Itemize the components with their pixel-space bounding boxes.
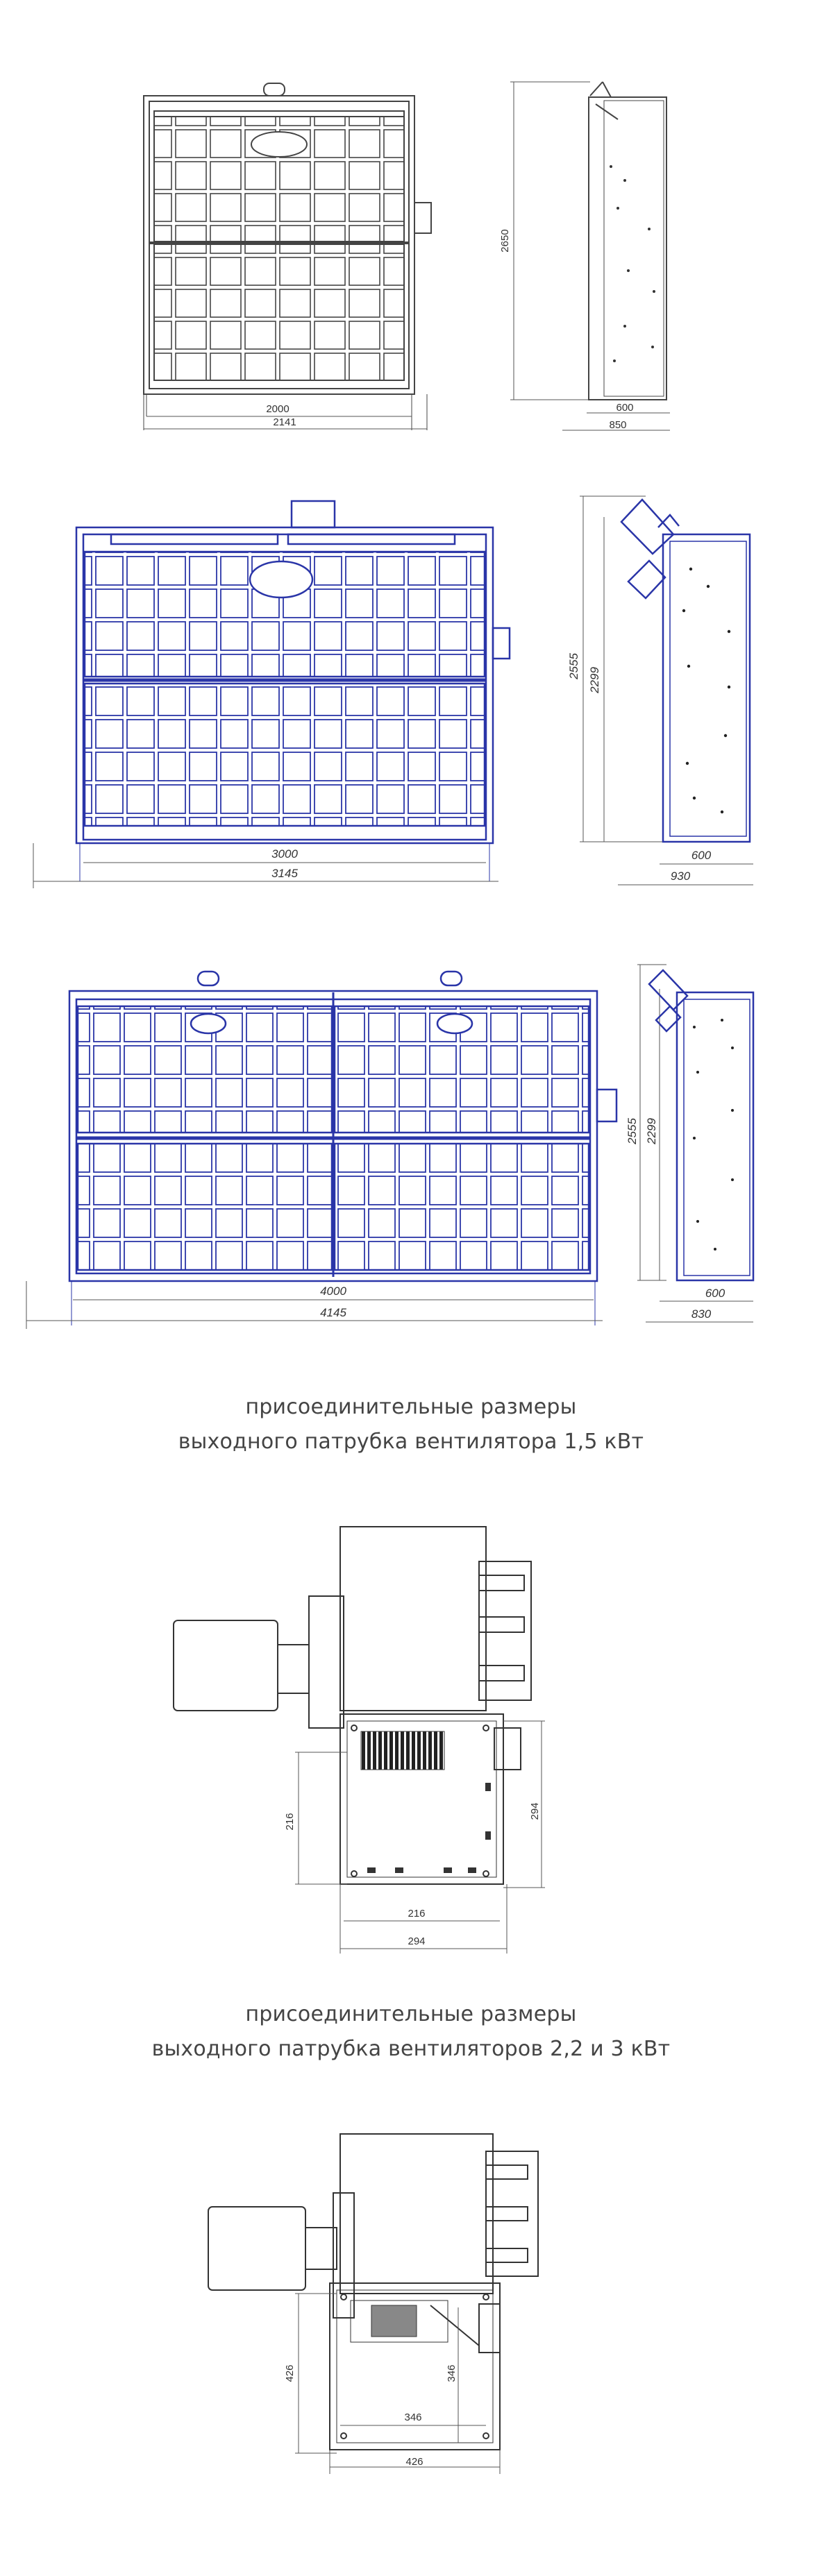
booth-1-front-view [144, 83, 431, 430]
booth-2-height-inner: 2299 [588, 667, 601, 693]
fan-1-5kw-drawing [174, 1527, 531, 1884]
booth-1-inner-width: 2000 [266, 403, 290, 415]
booth-2-inner-width: 3000 [271, 847, 298, 861]
fan-2-2-3kw-drawing [208, 2134, 538, 2450]
booth-1-depth-outer: 850 [609, 419, 627, 431]
booth-3-outer-width: 4145 [320, 1306, 346, 1319]
booth-3-inner-width: 4000 [320, 1285, 346, 1298]
booth-1-outer-width: 2141 [273, 416, 296, 428]
booth-3-side-view [649, 970, 753, 1280]
booth-2-depth-inner: 600 [691, 849, 712, 862]
booth-2-height-outer: 2555 [567, 653, 580, 679]
fan-2-2-3kw-outlet-inner-h: 346 [404, 2412, 422, 2423]
booth-3-height-outer: 2555 [626, 1118, 639, 1144]
booth-3-height-inner: 2299 [645, 1118, 658, 1144]
booth-1-side-view [589, 82, 666, 400]
booth-2-depth-outer: 930 [670, 870, 691, 883]
booth-2-side-view [621, 500, 750, 842]
fan-2-2-3kw-outlet-outer-h: 426 [405, 2456, 423, 2468]
booth-1-depth-inner: 600 [616, 402, 634, 414]
fan-1-5kw-caption-line-2: выходного патрубка вентилятора 1,5 кВт [178, 1430, 644, 1454]
fan-1-5kw-outlet-inner-h: 216 [408, 1908, 426, 1920]
fan-2-2-3kw-outlet-inner-v2: 346 [446, 2364, 458, 2382]
fan-1-5kw-outlet-inner-v: 216 [284, 1813, 296, 1831]
booth-1-side-bolts [610, 165, 655, 362]
booth-3-depth-inner: 600 [705, 1287, 725, 1300]
booth-2-side-bolts [682, 568, 730, 813]
booth-1-height: 2650 [499, 229, 511, 253]
fan-1-5kw-outlet-outer-v: 294 [529, 1802, 541, 1820]
booth-3-front-view [69, 972, 616, 1325]
booth-2-front-view [76, 501, 510, 881]
booth-2-outer-width: 3145 [271, 867, 298, 880]
fan-1-5kw-outlet-outer-h: 294 [408, 1935, 426, 1947]
booth-3-side-bolts [693, 1019, 734, 1251]
fan-2-2-3kw-caption-line-2: выходного патрубка вентиляторов 2,2 и 3 кВт [151, 2037, 671, 2061]
fan-2-2-3kw-caption-line-1: присоединительные размеры [245, 2002, 577, 2026]
fan-2-2-3kw-outlet-inner-v: 426 [284, 2364, 296, 2382]
fan-1-5kw-caption-line-1: присоединительные размеры [245, 1395, 577, 1419]
booth-3-depth-outer: 830 [691, 1307, 712, 1321]
